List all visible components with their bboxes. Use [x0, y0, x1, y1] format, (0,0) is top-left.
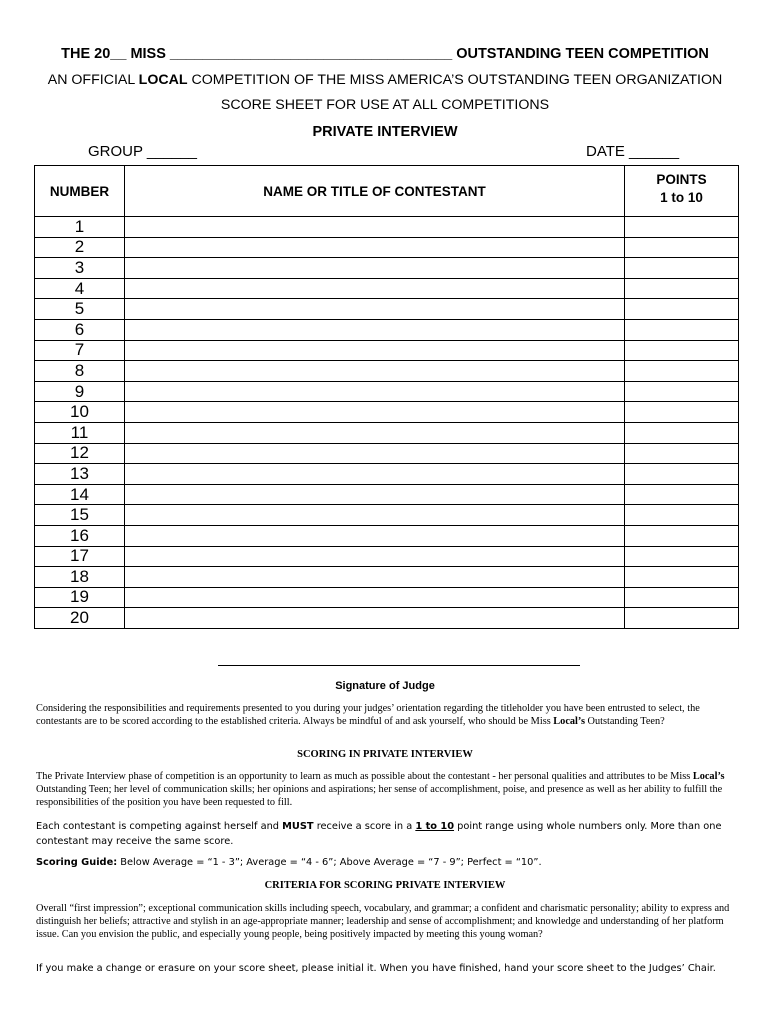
subtitle-local: LOCAL [138, 72, 188, 88]
contestant-number: 17 [35, 546, 125, 567]
points-cell[interactable] [625, 608, 739, 629]
scoring-guide-text: Below Average = “1 - 3”; Average = “4 - 6”; Above Average = “7 - 9”; Perfect = “10”. [117, 857, 542, 868]
table-row [35, 422, 739, 443]
score-sheet-line: SCORE SHEET FOR USE AT ALL COMPETITIONS [220, 97, 550, 113]
contestant-name-cell[interactable] [125, 525, 625, 546]
contestant-number: 15 [35, 505, 125, 526]
contestant-name-cell[interactable] [125, 319, 625, 340]
scoring-guide-label: Scoring Guide: [36, 857, 118, 868]
pi-text-post: Outstanding Teen; her level of communication skills; her opinions and aspirations; her sense of accomplishment, poise, and presence as well as her ability to fulfill the responsibilities of the position you have been requested to fill. [36, 784, 723, 808]
scoring-guide [36, 856, 736, 870]
contestant-name-cell[interactable] [125, 422, 625, 443]
rule-pre: Each contestant is competing against herself and [36, 821, 283, 832]
subtitle-pre: AN OFFICIAL [47, 72, 139, 88]
intro-text: Considering the responsibilities and requirements presented to you during your judges’ orientation regarding the titleholder you have been entrusted to select, the contestants are to be scored according to the established criteria. Always be mindful of and ask yourself, who should be Miss [36, 703, 700, 727]
points-cell[interactable] [625, 340, 739, 361]
points-cell[interactable] [625, 381, 739, 402]
contestant-name-cell[interactable] [125, 505, 625, 526]
contestant-number: 10 [35, 402, 125, 423]
table-row [35, 361, 739, 382]
contestant-name-cell[interactable] [125, 299, 625, 320]
contestant-name-cell[interactable] [125, 443, 625, 464]
criteria-heading: CRITERIA FOR SCORING PRIVATE INTERVIEW [264, 880, 506, 891]
official-subtitle [0, 72, 770, 88]
table-row [35, 587, 739, 608]
rule-post: point range using whole numbers only. More than one contestant may receive the same score. [36, 821, 722, 847]
subtitle-post: COMPETITION OF THE MISS AMERICA’S OUTSTANDING TEEN ORGANIZATION [187, 72, 723, 88]
contestant-name-cell[interactable] [125, 237, 625, 258]
contestant-number: 19 [35, 587, 125, 608]
points-cell[interactable] [625, 464, 739, 485]
contestant-name-cell[interactable] [125, 278, 625, 299]
contestant-number: 7 [35, 340, 125, 361]
points-cell[interactable] [625, 505, 739, 526]
erasure-note: If you make a change or erasure on your score sheet, please initial it. When you have finished, hand your score sheet to the Judges’ Chair. [36, 963, 716, 974]
contestant-number: 18 [35, 567, 125, 588]
contestant-number: 14 [35, 484, 125, 505]
contestant-number: 1 [35, 217, 125, 238]
contestant-number: 4 [35, 278, 125, 299]
rule-must: MUST [282, 821, 314, 832]
points-column-header [625, 166, 739, 217]
contestant-name-cell[interactable] [125, 217, 625, 238]
competition-title: THE 20__ MISS ___________________________________ OUTSTANDING TEEN COMPETITION [61, 46, 709, 62]
contestant-name-cell[interactable] [125, 340, 625, 361]
criteria-paragraph: Overall “first impression”; exceptional communication skills including speech, vocabulary, and grammar; a confident and charismatic personality; ability to express and distinguish her beliefs; attractive and stylish in an age-appropriate manner; leadership and sense of accomplishment; and knowledge and understanding of her platform issue. Can you envision the public, and especially young people, being positively impacted by meeting this young woman? [36, 903, 730, 940]
contestant-number: 13 [35, 464, 125, 485]
contestant-number: 9 [35, 381, 125, 402]
private-interview-paragraph [36, 770, 736, 809]
contestant-name-cell[interactable] [125, 484, 625, 505]
table-row [35, 237, 739, 258]
contestant-name-cell[interactable] [125, 546, 625, 567]
contestant-name-cell[interactable] [125, 402, 625, 423]
points-cell[interactable] [625, 484, 739, 505]
table-row [35, 484, 739, 505]
points-cell[interactable] [625, 299, 739, 320]
table-row [35, 319, 739, 340]
points-cell[interactable] [625, 443, 739, 464]
contestant-number: 3 [35, 258, 125, 279]
table-row [35, 258, 739, 279]
table-row [35, 278, 739, 299]
contestant-number: 8 [35, 361, 125, 382]
contestant-number: 2 [35, 237, 125, 258]
table-row [35, 402, 739, 423]
intro-question: Outstanding Teen? [587, 716, 665, 727]
contestant-number: 6 [35, 319, 125, 340]
section-title: PRIVATE INTERVIEW [312, 124, 458, 140]
table-row [35, 608, 739, 629]
pi-text-pre: The Private Interview phase of competition is an opportunity to learn as much as possible about the contestant - her personal qualities and attributes to be Miss [36, 771, 693, 782]
points-cell[interactable] [625, 587, 739, 608]
contestant-name-cell[interactable] [125, 608, 625, 629]
contestant-name-cell[interactable] [125, 567, 625, 588]
points-cell[interactable] [625, 546, 739, 567]
scoring-heading: SCORING IN PRIVATE INTERVIEW [297, 749, 473, 760]
contestant-name-cell[interactable] [125, 381, 625, 402]
pi-locals: Local’s [692, 771, 725, 782]
signature-line[interactable] [218, 665, 580, 666]
table-header-row [35, 166, 739, 217]
points-cell[interactable] [625, 237, 739, 258]
intro-paragraph [36, 702, 736, 728]
points-cell[interactable] [625, 217, 739, 238]
score-rule-paragraph [36, 819, 746, 849]
rule-mid: receive a score in a [313, 821, 416, 832]
table-row [35, 546, 739, 567]
contestant-name-cell[interactable] [125, 361, 625, 382]
table-row [35, 217, 739, 238]
contestant-number: 11 [35, 422, 125, 443]
contestant-number: 5 [35, 299, 125, 320]
table-row [35, 299, 739, 320]
contestant-name-cell[interactable] [125, 464, 625, 485]
table-row [35, 443, 739, 464]
contestant-name-cell[interactable] [125, 258, 625, 279]
points-header-line1: POINTS [656, 172, 707, 187]
points-cell[interactable] [625, 567, 739, 588]
table-row [35, 525, 739, 546]
points-cell[interactable] [625, 258, 739, 279]
points-cell[interactable] [625, 422, 739, 443]
score-table [34, 165, 739, 629]
rule-range: 1 to 10 [415, 821, 455, 832]
signature-label: Signature of Judge [335, 680, 435, 692]
contestant-number: 20 [35, 608, 125, 629]
points-cell[interactable] [625, 525, 739, 546]
name-column-header: NAME OR TITLE OF CONTESTANT [125, 166, 625, 217]
table-row [35, 340, 739, 361]
number-column-header: NUMBER [35, 166, 125, 217]
table-row [35, 464, 739, 485]
date-field: DATE ______ [586, 143, 680, 160]
points-cell[interactable] [625, 319, 739, 340]
points-cell[interactable] [625, 402, 739, 423]
table-row [35, 381, 739, 402]
table-row [35, 505, 739, 526]
table-row [35, 567, 739, 588]
intro-locals: Local’s [553, 716, 585, 727]
points-header-line2: 1 to 10 [660, 190, 703, 205]
contestant-name-cell[interactable] [125, 587, 625, 608]
group-field: GROUP ______ [88, 143, 197, 160]
contestant-number: 12 [35, 443, 125, 464]
points-cell[interactable] [625, 361, 739, 382]
points-cell[interactable] [625, 278, 739, 299]
contestant-number: 16 [35, 525, 125, 546]
